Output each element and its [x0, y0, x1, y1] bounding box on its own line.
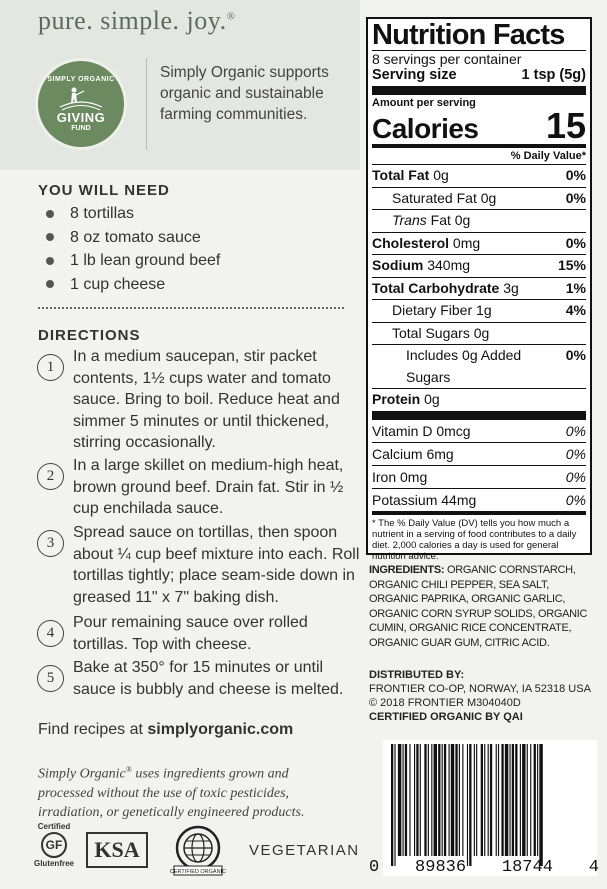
barcode-bar — [438, 744, 440, 856]
ingredients-text: INGREDIENTS: ORGANIC CORNSTARCH, ORGANIC CHILI PEPPER, SEA SALT, ORGANIC PAPRIKA, ORGANIC GARLIC, ORGANIC CORN SYRUP SOLIDS, ORGANIC CUMIN, ORGANIC RICE CONCENTRATE, ORGANIC GUAR GUM, CITRIC ACID. — [369, 564, 588, 649]
barcode-bar — [537, 744, 538, 856]
svg-text:CERTIFIED ORGANIC: CERTIFIED ORGANIC — [169, 869, 227, 875]
barcode-bar — [534, 744, 536, 856]
barcode-bar — [434, 744, 437, 856]
servings-per-container: 8 servings per container — [372, 51, 522, 67]
barcode-bar — [469, 744, 471, 866]
distribution-info: DISTRIBUTED BY: FRONTIER CO-OP, NORWAY, IA 52318 USA © 2018 FRONTIER M304040D CERTIFIED ORGANIC BY QAI — [369, 669, 591, 723]
divider — [146, 58, 147, 150]
tagline: pure. simple. joy.® — [38, 6, 236, 35]
nutrient-row-sodium: Sodium 340mg 15% — [372, 254, 586, 277]
directions-title: DIRECTIONS — [38, 327, 141, 344]
find-recipes: Find recipes at simplyorganic.com — [38, 721, 294, 738]
giving-fund-badge — [35, 58, 127, 150]
vitamin-row: Vitamin D 0mcg 0% — [372, 422, 586, 439]
giving-text: Simply Organic supports organic and sustainable farming communities. — [160, 64, 329, 123]
daily-value-footnote: * The % Daily Value (DV) tells you how much a nutrient in a serving of food contributes to a daily diet. 2,000 calories a day is used for general nutrition advice. — [372, 517, 577, 562]
nutrition-title: Nutrition Facts — [372, 19, 565, 51]
direction-step — [37, 346, 363, 454]
barcode-bar — [490, 744, 492, 856]
vitamin-row: Iron 0mg 0% — [372, 465, 586, 488]
step-number: 3 — [37, 530, 64, 557]
barcode-bar — [481, 744, 483, 856]
barcode-bar — [527, 744, 528, 856]
direction-step — [37, 455, 363, 520]
barcode-bar — [398, 744, 401, 856]
barcode-bar — [498, 744, 499, 856]
recipes-link[interactable]: simplyorganic.com — [147, 721, 294, 738]
direction-step — [37, 657, 363, 700]
barcode-bar — [414, 744, 415, 856]
step-number: 4 — [37, 620, 64, 647]
gf-icon: GF — [41, 832, 67, 858]
nutrient-row-trans-fat: Trans Fat 0g — [372, 209, 586, 232]
nutrient-row-total-fat: Total Fat 0g 0% — [372, 164, 586, 187]
barcode-bar — [496, 744, 497, 856]
list-item: 8 tortillas — [46, 202, 220, 226]
barcode-bar — [409, 744, 410, 856]
step-text: Bake at 350° for 15 minutes or until sauce is bubbly and cheese is melted. — [73, 659, 344, 698]
barcode-bar — [403, 744, 404, 856]
you-will-need-title: YOU WILL NEED — [38, 182, 170, 199]
nutrient-row-protein: Protein 0g — [372, 388, 586, 411]
barcode-bar — [505, 744, 508, 856]
ingredients-needed-list — [46, 202, 220, 296]
barcode-bar — [509, 744, 510, 856]
vitamin-row: Calcium 6mg 0% — [372, 442, 586, 465]
barcode-bar — [420, 744, 421, 856]
direction-step — [37, 612, 363, 655]
daily-value-header: % Daily Value* — [510, 150, 586, 162]
certification-logos — [32, 822, 372, 877]
barcode-bar — [442, 744, 443, 856]
nutrient-row-cholesterol: Cholesterol 0mg 0% — [372, 232, 586, 255]
barcode-bar — [449, 744, 450, 856]
bullet-icon — [46, 280, 54, 288]
barcode-bar — [476, 744, 477, 856]
barcode-bar — [488, 744, 489, 856]
step-text: In a large skillet on medium-high heat, brown ground beef. Drain fat. Stir in ½ cup enchilada sauce. — [73, 457, 344, 517]
gluten-free-logo: Certified GF Glutenfree — [33, 822, 74, 868]
list-item: 8 oz tomato sauce — [46, 226, 220, 250]
barcode-bar — [539, 744, 542, 866]
barcode-bar — [467, 744, 468, 866]
organic-statement: Simply Organic® uses ingredients grown and processed without the use of toxic pesticides, irradiation, or genetically engineered products. — [38, 765, 305, 820]
barcode-bar — [391, 744, 393, 866]
bullet-icon — [46, 233, 54, 241]
ksa-kosher-logo: KSA — [86, 832, 148, 868]
nutrition-facts-panel — [366, 17, 592, 562]
barcode-bar — [462, 744, 463, 856]
barcode-bar — [522, 744, 525, 856]
nutrient-row-added-sugars: Includes 0g Added Sugars 0% — [372, 344, 586, 388]
vegetarian-label: VEGETARIAN — [249, 842, 360, 859]
step-text: Pour remaining sauce over rolled tortillas. Top with cheese. — [73, 614, 308, 653]
bullet-icon — [46, 257, 54, 265]
serving-size: Serving size 1 tsp (5g) — [372, 67, 586, 83]
barcode-digits: 0 89836 18744 4 — [369, 858, 599, 877]
barcode — [369, 740, 599, 876]
list-item: 1 lb lean ground beef — [46, 249, 220, 273]
barcode-bar — [451, 744, 454, 856]
barcode-bar — [431, 744, 432, 856]
barcode-bar — [520, 744, 521, 856]
badge-word: GIVING — [56, 110, 106, 125]
barcode-bar — [530, 744, 531, 856]
badge-arc-text: SIMPLY ORGANIC — [47, 76, 115, 83]
direction-step — [37, 522, 363, 608]
barcode-bar — [394, 744, 395, 866]
barcode-bar — [405, 744, 407, 856]
nutrient-row-dietary-fiber: Dietary Fiber 1g 4% — [372, 299, 586, 322]
barcode-bar — [455, 744, 457, 856]
step-number: 2 — [37, 463, 64, 490]
vitamin-row: Potassium 44mg 0% — [372, 488, 586, 511]
farmer-icon — [58, 85, 104, 111]
barcode-bar — [474, 744, 475, 856]
badge-fund: FUND — [71, 125, 91, 132]
dotted-divider — [38, 307, 344, 309]
barcode-bar — [484, 744, 485, 856]
nutrient-row-saturated-fat: Saturated Fat 0g 0% — [372, 187, 586, 210]
barcode-bar — [515, 744, 517, 856]
step-text: Spread sauce on tortillas, then spoon about ¼ cup beef mixture into each. Roll tortillas tightly; place seam-side down in greased 11" x 7" baking dish. — [73, 524, 360, 606]
barcode-bar — [424, 744, 426, 856]
calories-row: Calories 15 — [372, 105, 586, 146]
barcode-bar — [416, 744, 418, 856]
nutrient-row-total-sugars: Total Sugars 0g — [372, 322, 586, 345]
certified-organic-icon — [168, 824, 228, 876]
list-item: 1 cup cheese — [46, 273, 220, 297]
nutrient-row-total-carbohydrate: Total Carbohydrate 3g 1% — [372, 277, 586, 300]
barcode-bar — [444, 744, 446, 856]
barcode-bar — [512, 744, 514, 856]
barcode-bar — [428, 744, 429, 856]
amount-per-serving: Amount per serving — [372, 97, 476, 109]
bullet-icon — [46, 210, 54, 218]
step-number: 5 — [37, 665, 64, 692]
barcode-bar — [501, 744, 503, 856]
step-number: 1 — [37, 354, 64, 381]
step-text: In a medium saucepan, stir packet contents, 1½ cups water and tomato sauce. Bring to boil. Reduce heat and simmer 5 minutes or until thickened, stirring occasionally. — [73, 348, 340, 451]
barcode-bar — [459, 744, 460, 856]
